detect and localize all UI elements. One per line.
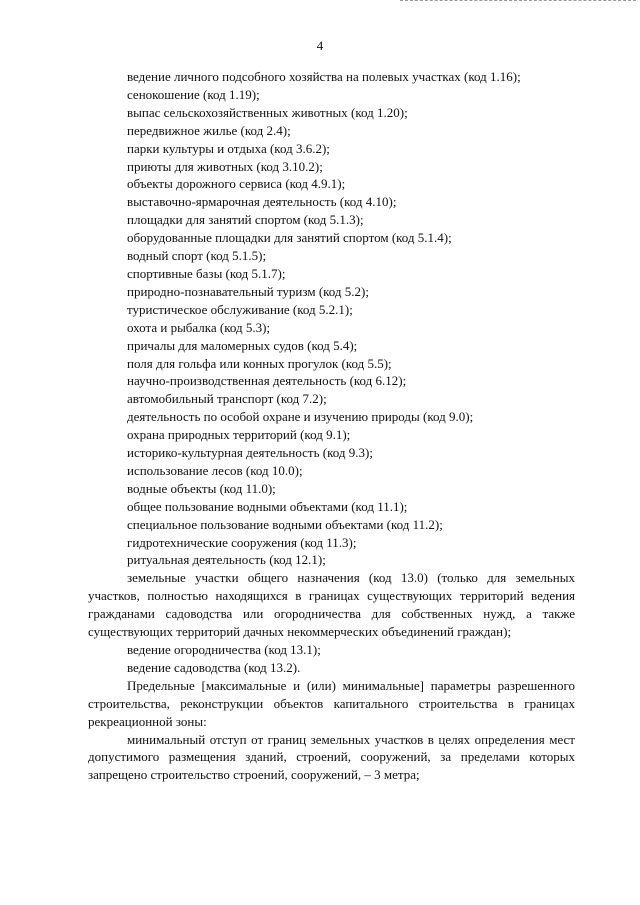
list-item: объекты дорожного сервиса (код 4.9.1); [127,176,346,192]
list-item: парки культуры и отдыха (код 3.6.2); [127,140,330,156]
list-item: ведение огородничества (код 13.1); [127,642,321,657]
list-item: водные объекты (код 11.0); [127,480,276,496]
document-body [88,68,575,784]
list-item: автомобильный транспорт (код 7.2); [127,391,327,407]
list-item: историко-культурная деятельность (код 9.3); [127,445,373,461]
list-item: выставочно-ярмарочная деятельность (код 4.10); [127,194,397,210]
list-item: оборудованные площадки для занятий спортом (код 5.1.4); [127,230,452,246]
list-item: площадки для занятий спортом (код 5.1.3); [127,212,364,228]
list-item: сенокошение (код 1.19); [127,86,260,102]
list-item: ритуальная деятельность (код 12.1); [127,552,326,568]
list-item: спортивные базы (код 5.1.7); [127,265,286,281]
list-item: гидротехнические сооружения (код 11.3); [127,534,357,550]
list-item: ведение садоводства (код 13.2). [127,659,301,675]
list-item: ведение личного подсобного хозяйства на полевых участках (код 1.16); [127,69,521,84]
list-item: охрана природных территорий (код 9.1); [127,427,351,443]
list-item: передвижное жилье (код 2.4); [127,122,291,138]
list-item: научно-производственная деятельность (код 6.12); [127,373,407,389]
land-plots-paragraph: земельные участки общего назначения (код 13.0) (только для земельных участков, полностью находящихся в границах существующих территорий ведения гражданами садоводства или огородничества для собственных нужд, а также существующих территорий дачных некоммерческих объединений граждан); [88,570,575,640]
list-item: водный спорт (код 5.1.5); [127,248,267,264]
header-rule [400,0,636,1]
setback-paragraph: минимальный отступ от границ земельных участков в целях определения мест допустимого размещения зданий, строений, сооружений, за пределами которых запрещено строительство строений, сооружений, – 3 метра; [88,731,575,783]
page-number: 4 [316,38,324,53]
list-item: использование лесов (код 10.0); [127,462,303,478]
list-item: общее пользование водными объектами (код 11.1); [127,498,408,514]
list-item: охота и рыбалка (код 5.3); [127,319,271,335]
list-item: приюты для животных (код 3.10.2); [127,158,323,174]
list-item: причалы для маломерных судов (код 5.4); [127,337,358,353]
list-item: деятельность по особой охране и изучению природы (код 9.0); [127,409,474,425]
list-item: туристическое обслуживание (код 5.2.1); [127,301,353,317]
list-item: природно-познавательный туризм (код 5.2); [127,283,369,299]
list-item: поля для гольфа или конных прогулок (код 5.5); [127,355,392,371]
limits-paragraph: Предельные [максимальные и (или) минимальные] параметры разрешенного строительства, реконструкции объектов капитального строительства в границах рекреационной зоны: [88,677,575,729]
list-item: выпас сельскохозяйственных животных (код 1.20); [127,104,408,120]
list-item: специальное пользование водными объектами (код 11.2); [127,516,443,532]
